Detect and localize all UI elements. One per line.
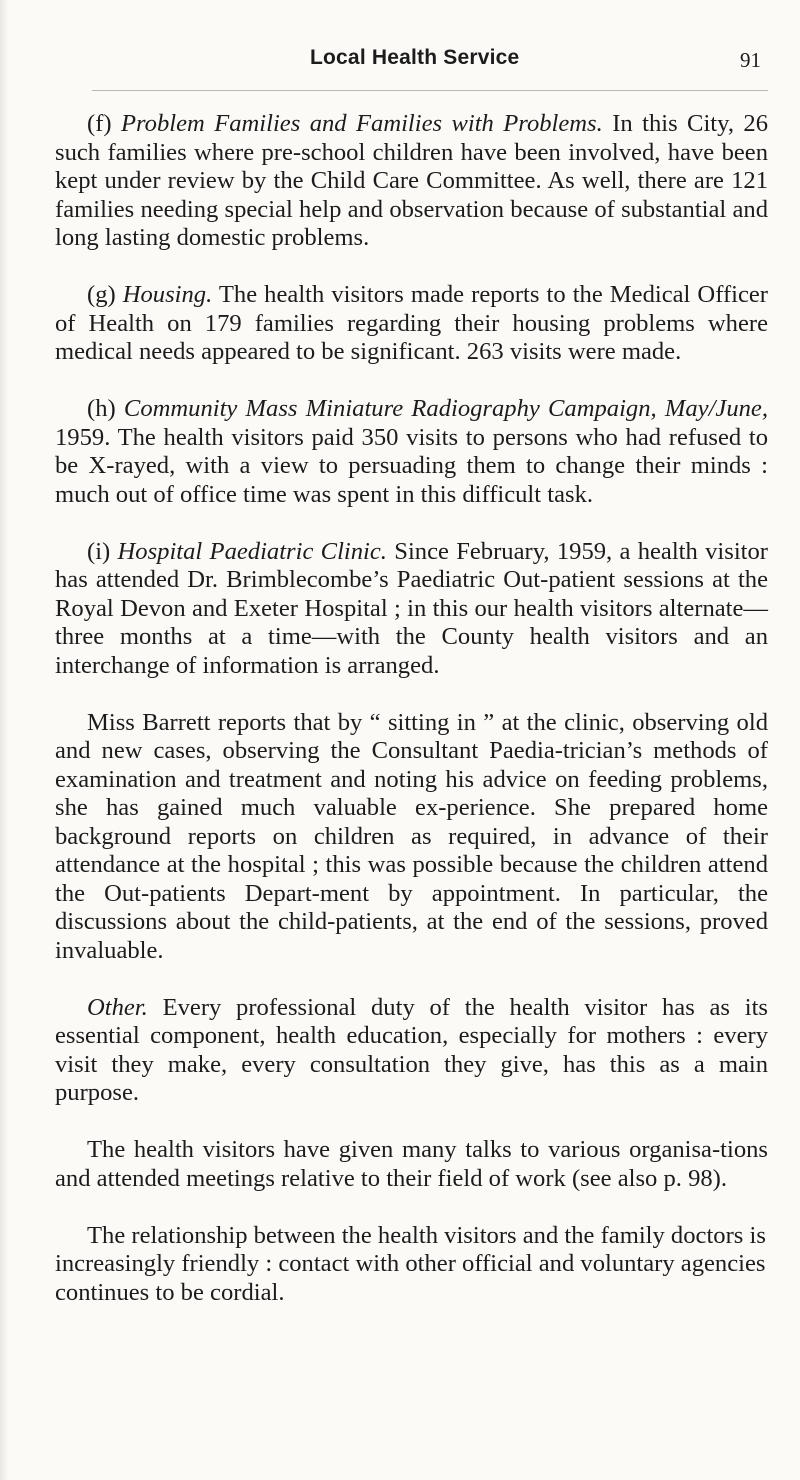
paragraph-text: Miss Barrett reports that by “ sitting in ” at the clinic, observing old and new cases, observing the Consultant Paedia-trician’s methods of examination and treatment and noting his advice on feeding problems, she has gained much valuable ex-perience. She prepared home background reports on children as required, in advance of their attendance at the hospital ; this was possible because the children attend the Out-patients Depart-ment by appointment. In particular, the discussions about the child-patients, at the end of the sessions, proved invaluable. [55, 708, 768, 964]
paragraph-heading: Housing. [122, 281, 213, 308]
page-number: 91 [740, 48, 761, 72]
paragraph-relationship [55, 1222, 768, 1308]
paragraph-text: The health visitors have given many talks to various organisa-tions and attended meetings relative to their field of work (see also p. 98). [55, 1136, 768, 1192]
header-title: Local Health Service [310, 46, 520, 69]
paragraph-text: Since February, 1959, a health visitor has attended Dr. Brimblecombe’s Paediatric Out-patient sessions at the Royal Devon and Exeter Hospital ; in this our health visitors alternate—three months at a time—with the County health visitors and an interchange of information is arranged. [55, 537, 768, 679]
paragraph-label: (i) [87, 537, 111, 565]
paragraph-other [55, 994, 768, 1108]
paragraph-heading: Hospital Paediatric Clinic. [117, 537, 387, 565]
body-text [55, 110, 768, 1336]
paragraph-text: The relationship between the health visitors and the family doctors is increasingly friendly : contact with other official and voluntary agencies continues to be cordial. [55, 1221, 766, 1306]
paragraph-label: (g) [87, 281, 116, 308]
paragraph-housing [55, 281, 768, 367]
paragraph-text: In this City, 26 such families where pre-school children have been involved, have been kept under review by the Child Care Committee. As well, there are 121 families needing special help and observation because of substantial and long lasting domestic problems. [55, 110, 768, 251]
paragraph-heading: Other. [87, 993, 148, 1021]
paragraph-miss-barrett [55, 709, 768, 966]
paragraph-paediatric-clinic [55, 538, 768, 681]
running-header [0, 46, 800, 76]
paragraph-heading: Community Mass Miniature Radiography Campaign, May/June, [123, 395, 768, 422]
header-rule [92, 90, 768, 91]
paragraph-label: (f) [87, 110, 112, 137]
paragraph-label: (h) [87, 395, 116, 422]
paragraph-radiography-campaign [55, 395, 768, 509]
paragraph-problem-families [55, 110, 768, 253]
paragraph-text: The health visitors made reports to the Medical Officer of Health on 179 families regarding their housing problems where medical needs appeared to be significant. 263 visits were made. [55, 281, 768, 365]
paragraph-talks [55, 1136, 768, 1193]
paragraph-heading: Problem Families and Families with Problems. [121, 110, 603, 137]
scan-edge-shadow [0, 0, 8, 1480]
paragraph-text: 1959. The health visitors paid 350 visits to persons who had refused to be X-rayed, with a view to persuading them to change their minds : much out of office time was spent in this difficult task. [55, 423, 768, 508]
paragraph-text: Every professional duty of the health visitor has as its essential component, health education, especially for mothers : every visit they make, every consultation they give, has this as a main purpose. [55, 993, 768, 1106]
